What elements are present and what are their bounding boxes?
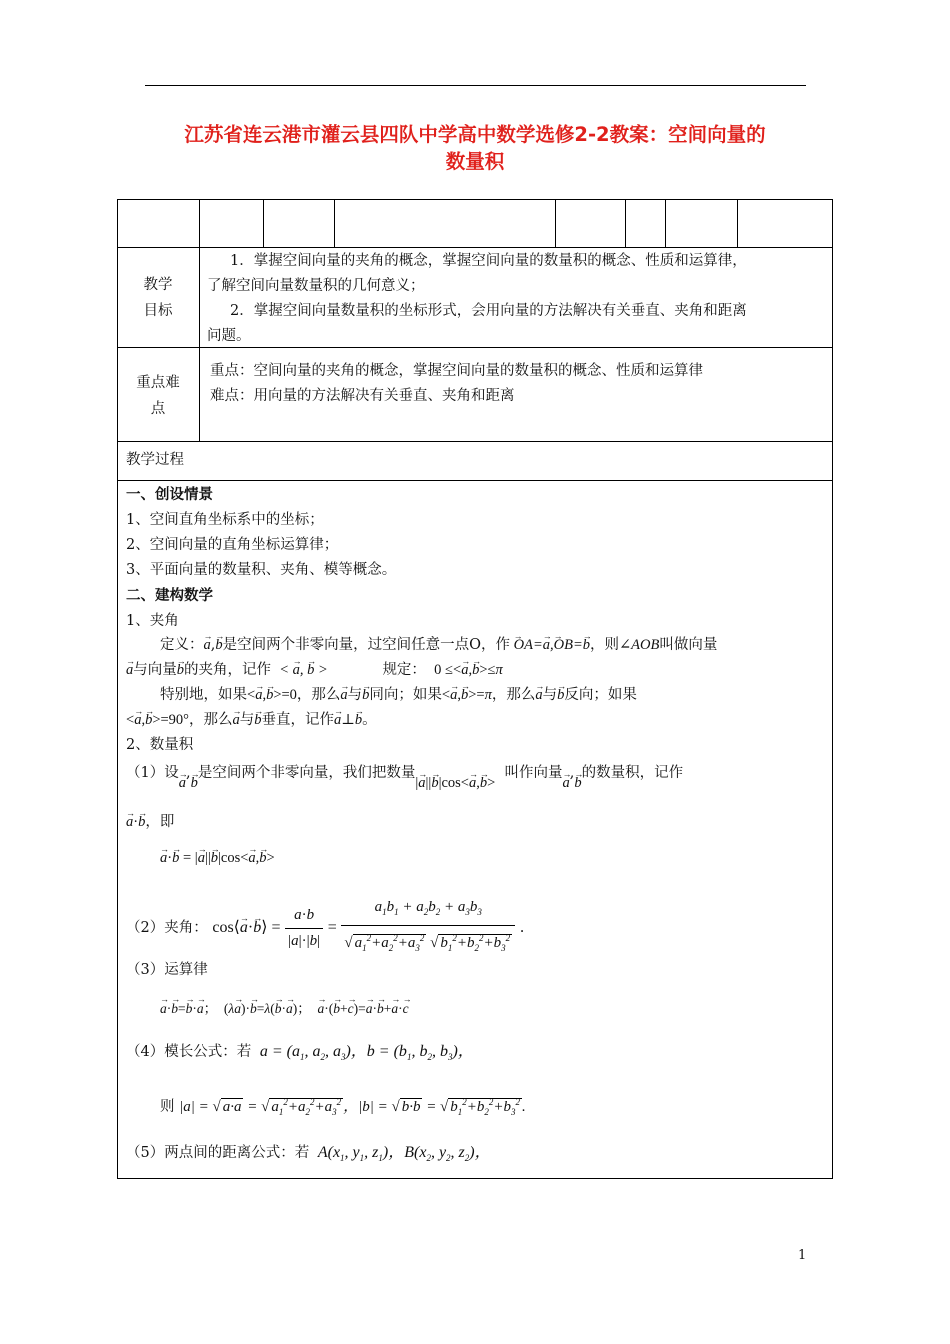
angle-formula: （2）夹角： cos⟨→ a·→ b⟩ = $\frac{a\cdot b}{|a|\cdot|b|}$ = $\frac{a_1b_1 + a_2b_2 + a_3b_3}{√ a_1^2+a_2^2+a_3^2 √ b_1^2+b_2^2+b_3^2}$ . — [126, 895, 524, 961]
operation-laws: → a·→ b=→ b·→ a； (λ→ a)·→ b=λ(→ b·→ a)； → a·(→ b+→ c)=→ a·→ b+→ a·→ c — [160, 996, 409, 1021]
document-title — [130, 121, 820, 175]
table-column-rule — [625, 199, 626, 247]
special-text: 特别地，如果 — [160, 687, 247, 703]
table-column-rule — [334, 199, 335, 247]
keypoint-label-line: 点 — [150, 401, 166, 417]
dot-text: 的数量积，记作 — [581, 765, 684, 781]
definition-text: 叫做向量 — [659, 637, 718, 653]
item-label: （2）夹角： — [126, 920, 208, 936]
definition-text: 是空间两个非零向量，过空间任意一点O，作 — [222, 637, 510, 653]
list-item: 2、空间向量的直角坐标运算律； — [126, 537, 339, 553]
special-text: 反向；如果 — [564, 687, 637, 703]
goal-text: 问题。 — [207, 328, 251, 344]
dot-notation: → a·→ b，即 — [126, 810, 174, 835]
list-item: 3、平面向量的数量积、夹角、模等概念。 — [126, 562, 397, 578]
process-label: 教学过程 — [126, 452, 184, 468]
special-text: ，那么 — [296, 687, 341, 703]
section-title: 二、建构数学 — [126, 588, 213, 604]
keypoint-label-line: 重点难 — [136, 375, 180, 391]
special-case-line: 特别地，如果<→ a,→ b>=0，那么→ a与→ b同向；如果<→ a,→ b>=π，那么→ a与→ b反向；如果 — [160, 683, 637, 708]
table-rule — [117, 247, 833, 248]
special-text: 与 — [347, 687, 363, 703]
table-rule — [117, 480, 833, 481]
special-text: 与 — [239, 712, 255, 728]
header-rule — [145, 85, 806, 86]
dot-text: 是空间两个非零向量，我们把数量 — [197, 765, 416, 781]
special-text: 与 — [542, 687, 558, 703]
distance-formula: （5）两点间的距离公式：若 $A(x_1$, $y_1$, $z_1$)，$B(x_2$, $y_2$, $z_2$)， — [126, 1144, 491, 1164]
item-label: 则 — [160, 1099, 175, 1115]
keypoint-text: 难点：用向量的方法解决有关垂直、夹角和距离 — [210, 388, 515, 404]
dot-product-definition: （1）设→ a,→ b是空间两个非零向量，我们把数量|→ a||→ b|cos<→ a,→ b> 叫作向量→ a,→ b的数量积，记作 — [126, 761, 683, 786]
definition-text: 的夹角，记作 — [184, 662, 271, 678]
dot-text: ，即 — [145, 814, 175, 830]
rule-label: 规定： — [382, 662, 426, 678]
goal-text: 1．掌握空间向量的夹角的概念，掌握空间向量的数量积的概念、性质和运算律， — [230, 253, 747, 269]
definition-text: ，则 — [590, 637, 620, 653]
definition-line: → a与向量→ b的夹角，记作 < → a, → b > 规定： 0 ≤<→ a,→ b>≤π — [126, 658, 503, 683]
modulus-formula: （4）模长公式：若 $a = (a_1$, $a_2$, $a_3$)，$b = (b_1$, $b_2$, $b_3$)， — [126, 1043, 474, 1063]
list-item: 1、空间直角坐标系中的坐标； — [126, 512, 324, 528]
goal-label — [117, 272, 199, 324]
goal-label-line: 目标 — [143, 303, 173, 319]
subsection-heading: 2、数量积 — [126, 737, 194, 753]
title-line-2: 数量积 — [445, 150, 505, 173]
definition-prefix: 定义： — [160, 637, 204, 653]
table-rule — [117, 441, 833, 442]
table-column-rule — [555, 199, 556, 247]
keypoint-text: 重点：空间向量的夹角的概念，掌握空间向量的数量积的概念、性质和运算律 — [210, 363, 703, 379]
table-column-rule — [737, 199, 738, 247]
goal-text: 了解空间向量数量积的几何意义； — [207, 278, 425, 294]
modulus-result: 则 |a| = √ a·a = √ $a_1^2+a_2^2+a_3^2$ ，|b| = √ b·b = √ $b_1^2+b_2^2+b_3^2$ . — [160, 1097, 526, 1117]
definition-text: 与向量 — [133, 662, 177, 678]
page-number: 1 — [798, 1248, 807, 1263]
dot-text: （1）设 — [126, 765, 179, 781]
special-text: 垂直，记作 — [261, 712, 334, 728]
table-column-rule — [665, 199, 666, 247]
section-title: 一、创设情景 — [126, 487, 213, 503]
special-case-line: <→ a,→ b>=90°，那么→ a与→ b垂直，记作→ a⊥→ b。 — [126, 708, 377, 733]
dot-text: 叫作向量 — [504, 765, 563, 781]
special-text: ，那么 — [188, 712, 233, 728]
item-label: （3）运算律 — [126, 962, 208, 978]
keypoint-label — [117, 370, 199, 422]
subsection-heading: 1、夹角 — [126, 613, 179, 629]
dot-formula: → a·→ b = |→ a||→ b|cos<→ a,→ b> — [160, 846, 275, 871]
goal-label-line: 教学 — [143, 277, 173, 293]
item-label: （4）模长公式：若 — [126, 1044, 252, 1060]
title-line-1: 江苏省连云港市灌云县四队中学高中数学选修2-2教案：空间向量的 — [184, 123, 766, 146]
definition-line: 定义：→ a,→ b是空间两个非零向量，过空间任意一点O，作 → OA=→ a,→ OB=→ b，则∠AOB叫做向量 — [160, 633, 717, 658]
special-text: ，那么 — [491, 687, 536, 703]
special-text: 同向；如果 — [369, 687, 442, 703]
goal-text: 2．掌握空间向量数量积的坐标形式，会用向量的方法解决有关垂直、夹角和距离 — [230, 303, 747, 319]
table-column-rule — [263, 199, 264, 247]
table-column-rule — [199, 199, 200, 441]
item-label: （5）两点间的距离公式：若 — [126, 1145, 310, 1161]
